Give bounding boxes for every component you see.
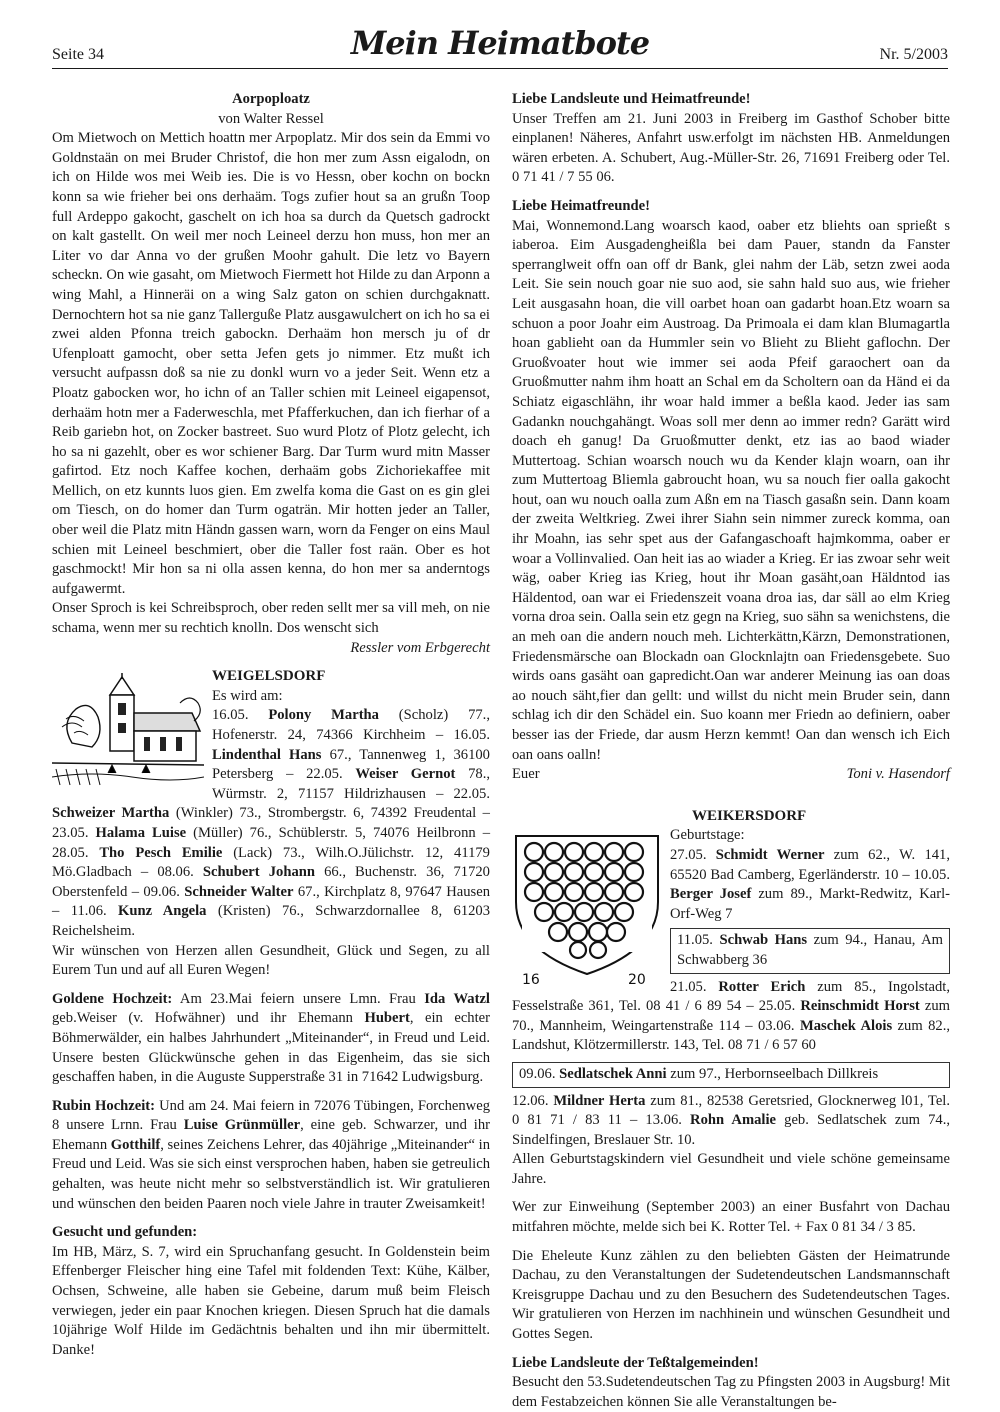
weigelsdorf-section (52, 667, 490, 981)
article-title-aorpoploatz: Aorpoploatz (232, 91, 310, 107)
article-byline: von Walter Ressel (218, 110, 324, 127)
weikersdorf-birthdays-a: 27.05. Schmidt Werner zum 62., W. 141, 65520 Bad Camberg, Egerländerstr. 10 – 10.05. Berger Josef zum 89., Markt-Redwitz, Karl-Orf-Weg 7 (670, 846, 950, 922)
weigelsdorf-intro: Es wird am: (212, 687, 283, 704)
weikersdorf-kunz: Die Eheleute Kunz zählen zu den beliebten Gästen der Heimatrunde Dachau, zu den Veranstaltungen der Sudetendeutschen Landsmannschaft Kreisgruppe Dachau und zu den Besuchern des Sudetendeutschen Tages. Wir gratulieren von Herzen im nachhinein und wünschen Gesundheit und Gottes Segen. (512, 1247, 950, 1343)
issue-number: Nr. 5/2003 (879, 46, 948, 63)
section-title-heimatfreunde: Liebe Heimatfreunde! (512, 197, 650, 214)
weikersdorf-intro: Geburtstage: (670, 827, 745, 844)
signoff-euer: Euer (512, 766, 540, 783)
article-body: Om Mietwoch on Mettich hoattn mer Arpoplatz. Mir dos sein da Emmi vo Goldnstaän on mei Bruder Christof, die hon mer zum Assn eigalodn, on ich on Hilde wos mei Weib ies. Die is vo Hessn, ober kochn on bockn konn sa wie frieher bei ons derhaäm. Togs zufier hout sa an grußn Toop full Ardeppo gakocht, gaschelt on ich hoa sa durch da Quetsch gadrockt on kalt gastellt. On weil mer noch Leineel derzu hon muss, hon mer an Liter vo dar Anna vo der grußen Moohr gahult. Die letz vo Bayern scheckn. On wie gasaht, om Mietwoch Fiermett hot Hilde zu dan Arponn a wing Mahl, a Hinneräi on a wing Salz gaton on schien durchgaknatt. Dernochtern hot sa nie ganz Tallerguße Platz ausgawulchert on ich ho sa ei zwei alden Pfonna treich gabockn. Derhaäm hon mersch ju of dr Ufenploatt gamocht, ober setta Jefen gets jo nimmer. Etz mußt ich versucht aufpassn doß sa nie zu donkl wurn vo a jeder Seit. Wenn etz a Ploatz gabocken wor, ho ichn of an Taller schien mit Leineel eigapensot, derhaäm hotn mer a Faderweschla, met Pfafferkuchen, dan ich fierhar of a Reib gariebn hot, on Zocker bastreet. Suo wurd Plotz of Plotz gelecht, ich ho sa ni gazehlt, ober es wor schiener Barg. Dar Turm wurd mitn Masser gafirtod. Etz noch Kaffee kochen, derhaäm gobs Zichoriekaffee mit Mellich, on etz kunnts luos gien. Em zwelfa koma die Gast on es gin glei om Tiesch, on do homer dan Turm ogaträn. Mir hotten jeder an Taller, ober weil die Platz mitn Händn gassen warn, worn da Fenger on eins Maul schien mit Leineel beschmiert, ober die Taller fost raän. Ober es hot gaschmockt! Mir hon sa ni olla assen kenna, do hon mer sa anderntogs aufgawermt. (52, 130, 490, 597)
right-column (512, 90, 950, 1412)
weigelsdorf-wish: Wir wünschen von Herzen allen Gesundheit, Glück und Segen, zu all Eurem Tun und auf all Euren Wegen! (52, 942, 490, 979)
weikersdorf-birthdays-d: 12.06. Mildner Herta zum 81., 82538 Geretsried, Glocknerweg l01, Tel. 0 81 71 / 83 11 – 13.06. Rohn Amalie geb. Sedlatschek zum 74., Sindelfingen, Breslauer Str. 10. (512, 1092, 950, 1148)
section-title-tesstal: Liebe Landsleute der Teßtalgemeinden! (512, 1354, 759, 1371)
section-title-landsleute: Liebe Landsleute und Heimatfreunde! (512, 91, 751, 107)
landsleute-body: Unser Treffen am 21. Juni 2003 in Freiberg im Gasthof Schober bitte einplanen! Näheres, Anfahrt usw.erfolgt im nächsten HB. Anmeldungen wären erbeten. A. Schubert, Aug.-Müller-Str. 26, 71691 Freiberg oder Tel. 0 71 41 / 7 55 06. (512, 110, 950, 186)
section-title-weikersdorf: WEIKERSDORF (692, 807, 807, 824)
crest-year-left: 16 (522, 972, 540, 987)
signoff-signature: Toni v. Hasendorf (846, 766, 950, 783)
masthead-logo: Mein Heimatbote (350, 24, 650, 62)
tesstal-body: Besucht den 53.Sudetendeutschen Tag zu Pfingsten 2003 in Augsburg! Mit dem Festabzeichen können Sie alle Veranstaltungen be- (512, 1374, 950, 1410)
weikersdorf-wish: Allen Geburtstagskindern viel Gesundheit und viele schöne gemeinsame Jahre. (512, 1151, 950, 1187)
left-column (52, 90, 490, 1360)
golden-wedding: Goldene Hochzeit: Am 23.Mai feiern unsere Lmn. Frau Ida Watzl geb.Weiser (v. Hofwähner) und ihr Ehemann Hubert, ein echter Böhmerwälder, ein halbes Jahrhundert „Miteinander“, in Freud und Leid. Unsere besten Glückwünsche gehen in das Eigenheim, das sie sich geschaffen haben, in die Auguste Supperstraße 31 in 71642 Ludwigsburg. (52, 990, 490, 1086)
section-title-gesucht: Gesucht und gefunden: (52, 1224, 198, 1241)
article-closing: Onser Sproch is kei Schreibsproch, ober reden sellt mer sa vill meh, on nie schama, wenn mer su rechtich knolln. Dos wenscht sich (52, 600, 490, 637)
highlight-box-sedlatschek: 09.06. Sedlatschek Anni zum 97., Herbornseelbach Dillkreis (512, 1062, 950, 1088)
weikersdorf-bus: Wer zur Einweihung (September 2003) an einer Busfahrt von Dachau mitfahren möchte, melde sich bei K. Rotter Tel. + Fax 0 81 34 / 3 85. (512, 1199, 950, 1236)
crest-year-right: 20 (628, 972, 646, 987)
header-rule (52, 68, 948, 69)
coat-of-arms-illustration (512, 832, 662, 986)
heimatfreunde-signoff (512, 765, 950, 785)
section-title-weigelsdorf: WEIGELSDORF (212, 668, 326, 685)
ruby-wedding: Rubin Hochzeit: Und am 24. Mai feiern in 72076 Tübingen, Forchenweg 8 unsere Lrnn. Frau Luise Grünmüller, eine geb. Schwarzer, und ihr Ehemann Gotthilf, seines Zeichens Lehrer, das 40jährige „Miteinander“ in Freud und Leid. Was sie sich einst versprochen haben, haben sie getreulich gehalten, was heute nicht mehr so selbstverständlich ist. Wir gratulieren und wünschen den beiden Paaren noch viele Jahre in trauter Zweisamkeit! (52, 1097, 491, 1212)
weikersdorf-birthdays-b: 21.05. (670, 978, 707, 995)
heimatfreunde-body: Mai, Wonnemond.Lang woarsch kaod, oaber etz bliehts oan sprießt s iaberoa. Eim Ausgadengheißla bei dam Pauer, standn da Fanster sperranglweit offn oan off dr Bank, glei nahm der Läb, setzn zwei aoda Leit. Sie sein nouch goar nie suo aod, sie sahn hald suo aus, wie frieher Leit ausgasahn hoan, die vill oarbet hoan oan gadarbt hoan.Etz woarn sa schuon a poor Joahr eim Austroag. Da Primoala ei dam klan Blumagartla hoan gablieht oan da Hummler sein vo Blieht zu Blieht gaflochn. Der Gruoßvoater hout wie immer sei aoda Pfeif garaochert oan da Gruoßmutter nahm ihm hoatt an Schal em da Scholtern oan da Händ ei da Schiatz eigaschlähn, ihr woar hald immer a beßla kaod. Jeder ias sam Gadankn nouchgahängt. Woas soll mer denn ao immer redn? Garätt wird doach eh ganug! Da Gruoßmutter denkt, etz ias ao baod wiader Muttertoag. Schian woarsch nouch wu da Kender klajn woarn, oan ihr zum Muttertoag Bliemla gabroucht hoan, wu sa nouch fier oalla gakocht hout, oan wu nouch oalla zum Aßn em na Tiasch gasaßn sein. Dann koam der zweita Weltkrieg. Zwei ihrer Siahn sein nimmer zureck komma, oan ihr Moahn, ias sehr spet aus der Gafangaschoaft hajmkomma, oaber er woar a Vollinvalied. Oan heit ias ao wiader a Krieg. Er ias zwoar sehr weit wäg, oaber Krieg ias Krieg, hout ihr Moan gasäht,oan Häldntod ias Häldentod, oan war ei Friedenszeit voana droa ias, dar säll ao elm Krieg vorna droa sein. Oalla sein etz gegn na Krieg, suo sähn sa wenichstens, die an meh oan die andern nouch meh. Lichterkättn,Kärzn, Demonstrationen, Friedensmärsche oan Blockadn oan Glocknlajtn oan Friedensgebete. Suo wirds oans gasäht oan gapredicht.Oan war anderer Meinung ias oan doas ao nouch säht,fier dan gellt: und willst du nicht mein Bruder sein, dann schlag ich dir den Schädel ein. Suo koann mer Friedn ao definiern, oaber besser ias der Friede, dar ausm Herzn kemmt! Oan dan wensch ich Eich oan oans oalln! (512, 217, 950, 763)
weikersdorf-section (512, 826, 950, 1344)
page-number: Seite 34 (52, 46, 104, 63)
highlight-box-schwab: 11.05. Schwab Hans zum 94., Hanau, Am Schwabberg 36 (670, 928, 950, 973)
church-illustration (52, 673, 204, 791)
page-header (52, 24, 948, 68)
article-signature: Ressler vom Erbgerecht (350, 639, 490, 656)
weikersdorf-birthdays-c: Rotter Erich zum 85., Ingolstadt, Fesselstraße 361, Tel. 08 41 / 6 89 54 – 25.05. Reinschmidt Horst zum 70., Mannheim, Weingartenstraße 114 – 03.06. Maschek Alois zum 82., Landshut, Klötzermillerstr. 143, Tel. 08 71 / 6 57 60 (512, 978, 950, 1054)
gesucht-body: Im HB, März, S. 7, wird ein Spruchanfang gesucht. In Goldenstein beim Effenberger Fleischer hing eine Tafel mit foldenden Text: Kühe, Kälber, Ochsen, Schweine, alle haben sie Gebeine, darum muß beim Fleisch verwiegen, jeder ein paar Knochen kriegen. Diesen Spruch hat die damals 10jährige Wolf Hilde im Gedächtnis behalten und ihn mir übermittelt. Danke! (52, 1243, 490, 1358)
weigelsdorf-birthdays: 16.05. Polony Martha (Scholz) 77., Hofenerstr. 24, 74366 Kirchheim – 16.05. Lindenthal Hans 67., Tannenweg 1, 36100 Petersberg – 22.05. Weiser Gernot 78., Würmstr. 2, 71157 Hildrizhausen – 22.05. Schweizer Martha (Winkler) 73., Strombergstr. 6, 74392 Freudental – 23.05. Halama Luise (Müller) 76., Schüblerstr. 5, 74076 Heilbronn – 28.05. Tho Pesch Emilie (Lack) 73., Wilh.O.Jülichstr. 12, 41179 Mö.Gladbach – 08.06. Schubert Johann 66., Buchenstr. 36, 71720 Oberstenfeld – 09.06. Schneider Walter 67., Kirchplatz 8, 97647 Hausen – 11.06. Kunz Angela (Kristen) 76., Schwarzdornallee 8, 61203 Reichelsheim. (52, 707, 491, 939)
